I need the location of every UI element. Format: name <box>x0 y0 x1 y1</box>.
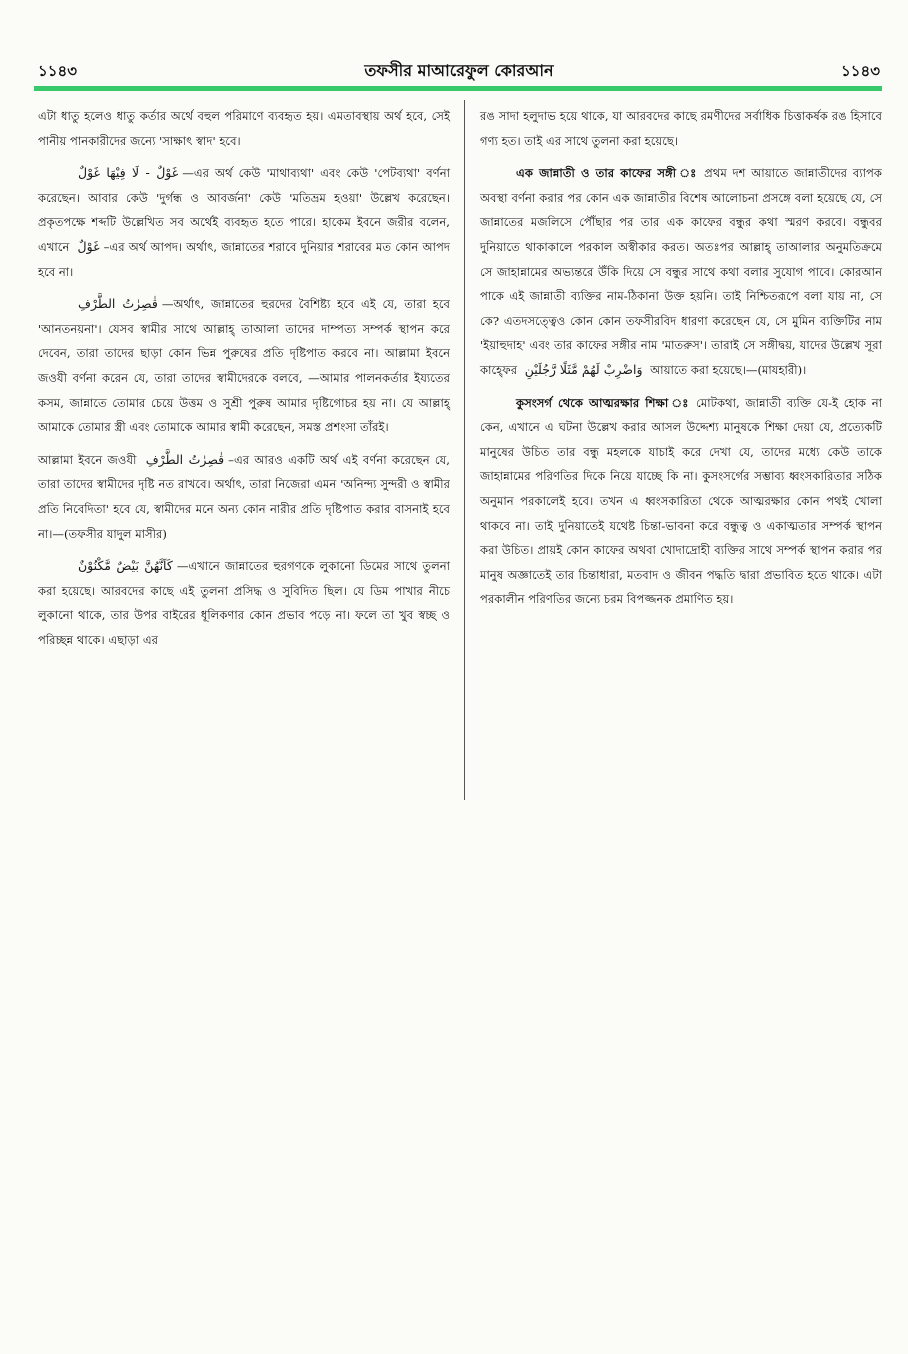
column-divider <box>464 100 465 800</box>
left-p1-text: এটা ধাতু হলেও ধাতু কর্তার অর্থে বহুল পরিমাণে ব্যবহৃত হয়। এমতাবস্থায় অর্থ হবে, সেই পানীয় পানকারীদের জন্যে 'সাক্ষাৎ স্বাদ' হবে। <box>38 109 450 148</box>
arabic-quote: غَوْلٌ <box>77 238 100 254</box>
left-p4-text: –এর আরও একটি অর্থ এই বর্ণনা করেছেন যে, তারা তাদের স্বামীদের দৃষ্টি নত রাখবে। অর্থাৎ, তারা নিজেরা এমন 'অনিন্দ্য সুন্দরী ও স্বামীর প্রতি নিবেদিতা' হবে যে, স্বামীদের মনে অন্য কোন নারীর প্রতি দৃষ্টিপাত করার বাসনাই হবে না।—(তফসীর যাদুল মাসীর) <box>38 452 450 541</box>
left-p2-end: –এর অর্থ আপদ। অর্থাৎ, জান্নাতের শরাবে দুনিয়ার শরাবের মত কোন আপদ হবে না। <box>38 239 450 279</box>
left-p5-text: —এখানে জান্নাতের হুরগণকে লুকানো ডিমের সাথে তুলনা করা হয়েছে। আরবদের কাছে এই তুলনা প্রসিদ্ধ ও সুবিদিত ছিল। যে ডিম পাখার নীচে লুকানো থাকে, তার উপর বাইরের ধূলিকণার কোন প্রভাব পড়ে না। ফলে তা খুব স্বচ্ছ ও পরিচ্ছন্ন থাকে। এছাড়া এর <box>38 559 450 647</box>
page-header <box>38 58 880 84</box>
left-paragraph-2 <box>38 161 450 284</box>
left-paragraph-4 <box>38 448 450 546</box>
left-paragraph-3 <box>38 292 450 440</box>
right-paragraph-3 <box>480 391 882 612</box>
arabic-quote: كَاَنَّهُنَّ بَيْضٌ مَّكْنُوْنٌ <box>78 558 173 574</box>
right-p3-text: মোটকথা, জান্নাতী ব্যক্তি যে-ই হোক না কেন, এখানে এ ঘটনা উল্লেখ করার আসল উদ্দেশ্য মানুষকে শিক্ষা দেয়া যে, প্রত্যেকটি মানুষের উচিত তার বন্ধু মহলকে যাচাই করে দেখা যে, তাদের মধ্যে কেউ তাকে জাহান্নামের পরিণতির দিকে নিয়ে যাচ্ছে কি না। কুসংসর্গের সম্ভাব্য ধ্বংসকারিতার সঠিক অনুমান পরকালেই হবে। তখন এ ধ্বংসকারিতা থেকে আত্মরক্ষার কোন পথই খোলা থাকবে না। তাই দুনিয়াতেই যথেষ্ট চিন্তা-ভাবনা করে বন্ধুত্ব ও একাত্মতার সম্পর্ক স্থাপন করা উচিত। প্রায়ই কোন কাফের অথবা খোদাদ্রোহী ব্যক্তির সাথে সম্পর্ক স্থাপন করার পর মানুষ অজ্ঞাতেই তার চিন্তাধারা, মতবাদ ও জীবন পদ্ধতি দ্বারা প্রভাবিত হতে থাকে। এটা পরকালীন পরিণতির জন্যে চরম বিপজ্জনক প্রমাণিত হয়। <box>480 395 883 607</box>
page-number-left: ১১৪৩ <box>38 62 77 80</box>
section-heading: কুসংসর্গ থেকে আত্মরক্ষার শিক্ষা ঃ <box>516 395 691 410</box>
arabic-quote: وَاضْرِبْ لَهُمْ مَّثَلًا رَّجُلَيْنِ <box>524 361 643 377</box>
left-p3-text: —অর্থাৎ, জান্নাতের হুরদের বৈশিষ্ট্য হবে এই যে, তারা হবে 'আনতনয়না'। যেসব স্বামীর সাথে আল্লাহ্ তাআলা তাদের দাম্পত্য সম্পর্ক স্থাপন করে দেবেন, তারা তাদের ছাড়া কোন ভিন্ন পুরুষের প্রতি দৃষ্টিপাত করবে না। আল্লামা ইবনে জওযী বর্ণনা করেন যে, তারা তাদের স্বামীদেরকে বলবে, —আমার পালনকর্তার ইয্যতের কসম, জান্নাতে তোমার চেয়ে উত্তম ও সুশ্রী পুরুষ আমার দৃষ্টিগোচর হয় না। যে আল্লাহ্ আমাকে তোমার স্ত্রী এবং তোমাকে আমার স্বামী করেছেন, সমস্ত প্রশংসা তাঁরই। <box>38 297 451 435</box>
right-column <box>480 104 882 620</box>
right-paragraph-1 <box>480 104 882 153</box>
section-heading: এক জান্নাতী ও তার কাফের সঙ্গী ঃ <box>516 166 699 181</box>
header-rule <box>34 86 882 91</box>
left-p2-text: —এর অর্থ কেউ 'মাথাব্যথা' এবং কেউ 'পেটব্যথা' বর্ণনা করেছেন। আবার কেউ 'দুর্গন্ধ ও আবর্জনা' কেউ 'মতিভ্রম হওয়া' উল্লেখ করেছেন। প্রকৃতপক্ষে শব্দটি উল্লেখিত সব অর্থেই ব্যবহৃত হতে পারে। হাকেম ইবনে জরীর বলেন, এখানে <box>38 166 450 254</box>
right-p1-text: রঙ সাদা হলুদাভ হয়ে থাকে, যা আরবদের কাছে রমণীদের সর্বাধিক চিত্তাকর্ষক রঙ হিসাবে গণ্য হত। তাই এর সাথে তুলনা করা হয়েছে। <box>480 109 882 148</box>
left-paragraph-1 <box>38 104 450 153</box>
arabic-quote: غَوْلٌ - لَا فِيْهَا غَوْلٌ <box>78 165 179 181</box>
left-column <box>38 104 450 660</box>
right-p2-end: আয়াতে করা হয়েছে।—(মাযহারী)। <box>650 362 807 377</box>
left-p4-start: আল্লামা ইবনে জওযী <box>38 452 137 467</box>
arabic-quote: قٰصِرٰتُ الطَّرْفِ <box>145 451 225 467</box>
left-paragraph-5 <box>38 554 450 652</box>
arabic-quote: قٰصِرٰتُ الطَّرْفِ <box>78 296 158 312</box>
right-paragraph-2 <box>480 161 882 382</box>
page-number-right: ১১৪৩ <box>841 62 880 80</box>
right-p2-text: প্রথম দশ আয়াতে জান্নাতীদের ব্যাপক অবস্থা বর্ণনা করার পর কোন এক জান্নাতীর বিশেষ আলোচনা প্রসঙ্গে বলা হয়েছে যে, সে জান্নাতের মজলিসে পৌঁছার পর তার এক কাফের বন্ধুর কথা স্মরণ করবে। বন্ধুবর দুনিয়াতে থাকাকালে পরকাল অস্বীকার করত। অতঃপর আল্লাহ্ তাআলার অনুমতিক্রমে সে জাহান্নামের অভ্যন্তরে উঁকি দিয়ে সে বন্ধুর সাথে কথা বলার সুযোগ পাবে। কোরআন পাকে এই জান্নাতী ব্যক্তির নাম-ঠিকানা উক্ত হয়নি। তাই নিশ্চিতরূপে বলা যায় না, সে কে? এতদসত্ত্বেও কোন কোন তফসীরবিদ ধারণা করেছেন যে, সে মুমিন ব্যক্তিটির নাম 'ইয়াহুদাহ' এবং তার কাফের সঙ্গীর নাম 'মাতরুস'। তারাই সে সঙ্গীদ্বয়, যাদের উল্লেখ সূরা কাহ্ফের <box>480 166 882 377</box>
book-title: তফসীর মাআরেফুল কোরআন <box>364 61 554 80</box>
